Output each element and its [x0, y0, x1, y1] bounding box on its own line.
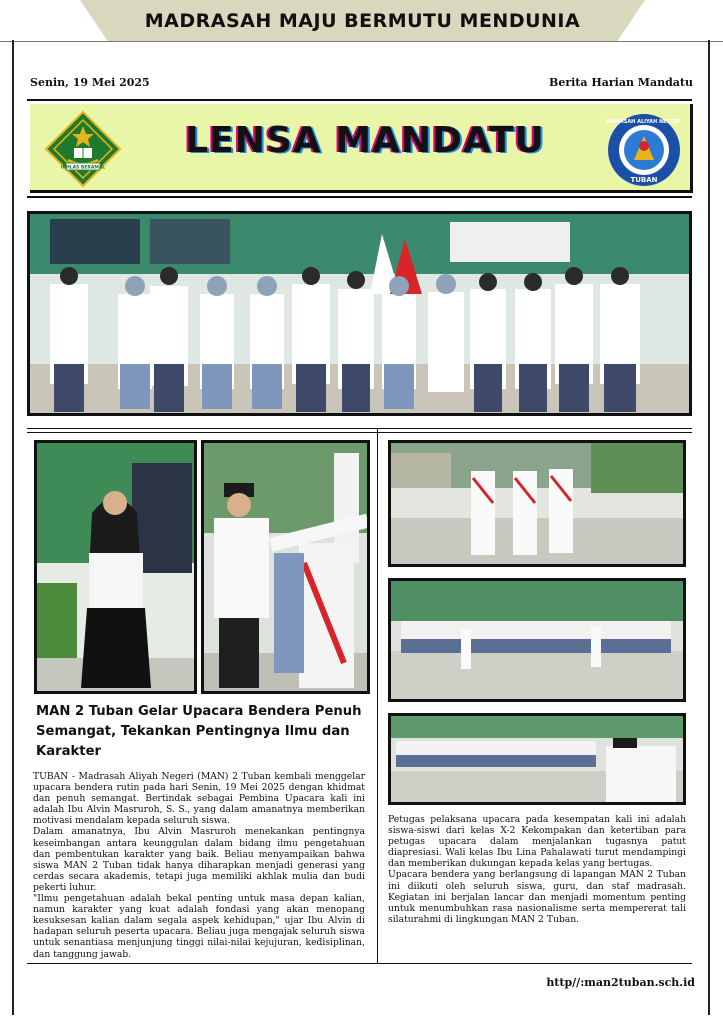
tagline: MADRASAH MAJU BERMUTU MENDUNIA [144, 10, 581, 32]
issue-date: Senin, 19 Mei 2025 [30, 76, 150, 89]
section-rule-2 [27, 432, 692, 433]
man2-logo-text-top: MADRASAH ALIYAH NEGERI 2 [606, 119, 682, 125]
section-rule [27, 428, 692, 429]
man2-tuban-logo [606, 112, 682, 188]
article-column-left [33, 771, 365, 960]
page-border-left [12, 40, 14, 1015]
header-divider [0, 41, 723, 42]
website-link[interactable]: http//:man2tuban.sch.id [546, 976, 695, 989]
article-headline: MAN 2 Tuban Gelar Upacara Bendera Penuh Semangat, Tekankan Pentingnya Ilmu dan Karakter [36, 704, 362, 759]
students-lineup-photo [388, 713, 686, 805]
paragraph: Dalam amanatnya, Ibu Alvin Masruroh menekankan pentingnya keseimbangan antara keunggulan dalam bidang ilmu pengetahuan dan pembentukan karakter yang baik. Beliau menyampaikan bahwa siswa MAN 2 Tuban tidak hanya diharapkan menjadi generasi yang cerdas secara akademis, tetapi juga memiliki akhlak mulia dan budi pekerti luhur. [33, 826, 365, 893]
banner-title: LENSA MANDATU [185, 120, 545, 161]
paragraph: TUBAN - Madrasah Aliyah Negeri (MAN) 2 Tuban kembali menggelar upacara bendera rutin pada hari Senin, 19 Mei 2025 dengan khidmat dan penuh semangat. Bertindak sebagai Pembina Upacara kali ini adalah Ibu Alvin Masruroh, S. S., yang dalam amanatnya memberikan motivasi mendalam kepada seluruh siswa. [33, 771, 365, 827]
paragraph: "Ilmu pengetahuan adalah bekal penting untuk masa depan kalian, namun karakter yang kuat adalah fondasi yang akan menopang kesuksesan kalian dalam segala aspek kehidupan," ujar Ibu Alvin di hadapan seluruh peserta upacara. Beliau juga mengajak seluruh siswa untuk senantiasa menjunjung tinggi nilai-nilai kejujuran, kedisiplinan, dan tanggung jawab. [33, 893, 365, 960]
kemenag-logo-text: IKHLAS BERAMAL [60, 165, 106, 171]
paragraph: Petugas pelaksana upacara pada kesempatan kali ini adalah siswa-siswi dari kelas X-2 Kekompakan dan ketertiban para petugas upacara dalam menjalankan tugasnya patut diapresiasi. Wali kelas Ibu Lina Pahalawati turut mendampingi dan memberikan dukungan kepada kelas yang bertugas. [388, 814, 686, 870]
flag-team-photo [388, 440, 686, 567]
pembina-salute-photo [34, 440, 197, 694]
publisher-name: Berita Harian Mandatu [549, 76, 693, 89]
ceremony-field-photo [388, 578, 686, 702]
group-photo [27, 211, 692, 416]
banner-rule-bottom [27, 196, 692, 198]
banner-rule-top [27, 99, 692, 101]
man2-logo-text-bottom: TUBAN [630, 176, 658, 184]
kemenag-logo [44, 110, 122, 188]
column-divider [377, 428, 378, 963]
footer-rule [27, 963, 692, 964]
article-column-right [388, 814, 686, 925]
flag-handover-photo [201, 440, 370, 694]
paragraph: Upacara bendera yang berlangsung di lapangan MAN 2 Tuban ini diikuti oleh seluruh siswa, guru, dan staf madrasah. Kegiatan ini berjalan lancar dan menjadi momentum penting untuk menumbuhkan rasa nasionalisme serta mempererat tali silaturahmi di lingkungan MAN 2 Tuban. [388, 869, 686, 925]
page-border-right [708, 40, 710, 1015]
